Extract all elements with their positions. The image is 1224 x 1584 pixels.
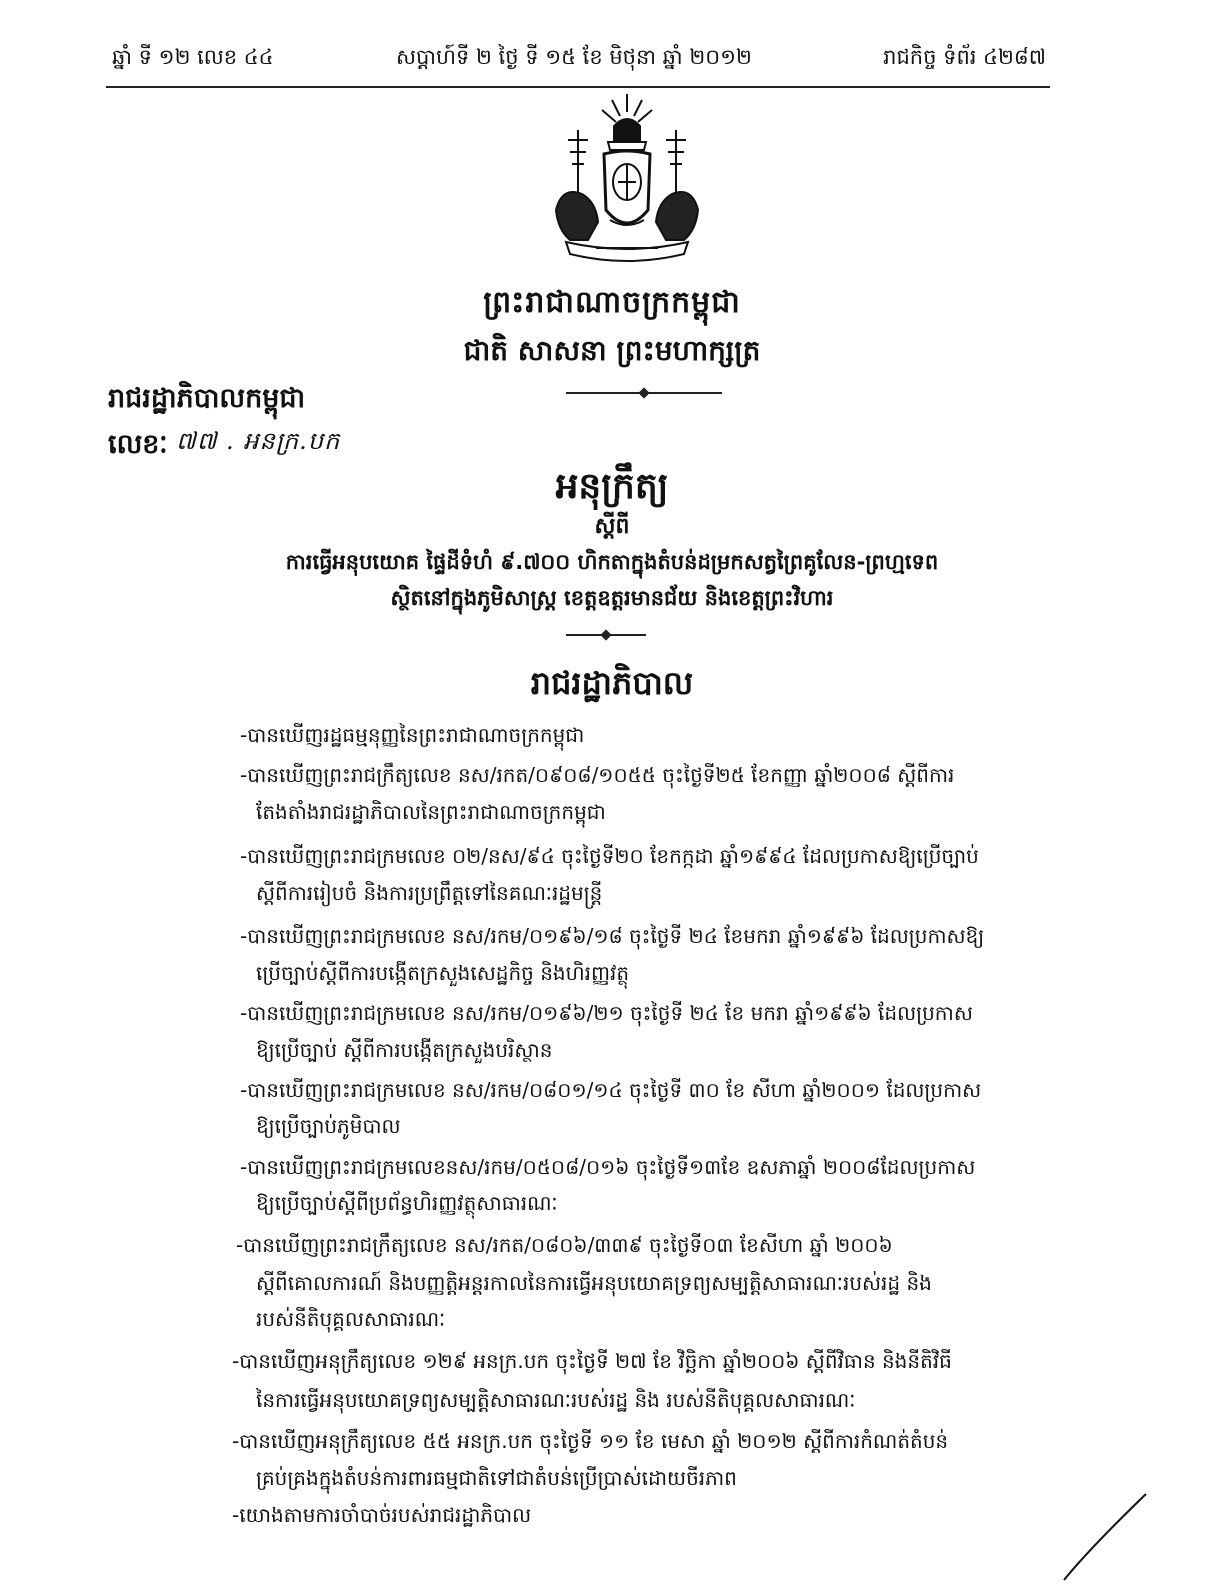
recital-line: -បានឃើញរដ្ឋធម្មនុញ្ញនៃព្រះរាជាណាចក្រកម្ពុជា [240,723,585,747]
recital-line: ឱ្យប្រើច្បាប់ស្តីពីប្រព័ន្ធហិរញ្ញវត្ថុសាធារណៈ [256,1191,558,1215]
recital-line: ឱ្យប្រើច្បាប់ភូមិបាល [256,1114,401,1138]
recital-line: -បានឃើញព្រះរាជក្រមលេខ នស/រកម/០៨០១/១៤ ចុះថ្ងៃទី ៣០ ខែ សីហា ឆ្នាំ២០០១ ដែលប្រកាស [240,1078,982,1102]
about-label: ស្តីពី [594,514,630,539]
national-motto: ជាតិ សាសនា ព្រះមហាក្សត្រ [463,334,761,367]
issuing-government: រាជរដ្ឋាភិបាលកម្ពុជា [108,383,306,414]
government-heading: រាជរដ្ឋាភិបាល [530,664,694,702]
gazette-page-number: រាជកិច្ច ទំព័រ ៤២៨៧ [883,45,1046,69]
recital-line: -បានឃើញអនុក្រឹត្យលេខ ៥៥ អនក្រ.បក ចុះថ្ងៃទី ១១ ខែ មេសា ឆ្នាំ ២០១២ ស្តីពីការកំណត់តំបន់ [232,1429,949,1453]
motto-divider [566,392,722,394]
recital-line: ប្រើច្បាប់ស្តីពីការបង្កើតក្រសួងសេដ្ឋកិច្ច និងហិរញ្ញវត្ថុ [256,961,630,985]
gazette-date: សប្តាហ៍ទី ២ ថ្ងៃ ទី ១៥ ខែ មិថុនា ឆ្នាំ ២០១២ [396,45,752,69]
signature-stroke-icon [1060,1488,1150,1584]
recital-line: ឱ្យប្រើច្បាប់ ស្តីពីការបង្កើតក្រសួងបរិស្ថាន [256,1038,553,1062]
recital-line: -បានឃើញព្រះរាជក្រឹត្យលេខ នស/រកត/០៩០៨/១០៥៥ ចុះថ្ងៃទី២៥ ខែកញ្ញា ឆ្នាំ២០០៨ ស្តីពីការ [240,763,955,787]
recital-line: ស្តីពីគោលការណ៍ និងបញ្ញត្តិអន្តរកាលនៃការធ្វើអនុបយោគទ្រព្យសម្បត្តិសាធារណៈរបស់រដ្ឋ និង [256,1271,932,1295]
subject-line-2: ស្ថិតនៅក្នុងភូមិសាស្ត្រ ខេត្តឧត្តរមានជ័យ និងខេត្តព្រះវិហារ [390,586,834,610]
recital-line: តែងតាំងរាជរដ្ឋាភិបាលនៃព្រះរាជាណាចក្រកម្ពុជា [256,800,606,824]
gazette-header [106,38,1050,88]
recital-line: នៃការធ្វើអនុបយោគទ្រព្យសម្បត្តិសាធារណៈរបស់រដ្ឋ និង របស់នីតិបុគ្គលសាធារណៈ [256,1388,856,1412]
recital-line: -យោងតាមការចាំបាច់របស់រាជរដ្ឋាភិបាល [232,1503,532,1527]
subject-divider [566,634,646,636]
reference-label: លេខៈ [108,429,168,460]
kingdom-title: ព្រះរាជាណាចក្រកម្ពុជា [483,285,741,320]
recital-line: -បានឃើញព្រះរាជក្រមលេខ នស/រកម/០១៩៦/១៨ ចុះថ្ងៃទី ២៤ ខែមករា ឆ្នាំ១៩៩៦ ដែលប្រកាសឱ្យ [240,924,985,948]
recital-line: ស្តីពីការរៀបចំ និងការប្រព្រឹត្តទៅនៃគណៈរដ្ឋមន្ត្រី [256,881,603,905]
royal-coat-of-arms-icon [548,90,706,270]
recital-line: គ្រប់គ្រងក្នុងតំបន់ការពារធម្មជាតិទៅជាតំបន់ប្រើប្រាស់ដោយចីរភាព [256,1466,737,1490]
gazette-year-issue: ឆ្នាំ ទី ១២ លេខ ៤៤ [112,45,274,69]
recital-line: -បានឃើញព្រះរាជក្រមលេខ ០២/នស/៩៤ ចុះថ្ងៃទី២០ ខែកក្កដា ឆ្នាំ១៩៩៤ ដែលប្រកាសឱ្យប្រើច្បាប់ [240,844,979,868]
recital-line: -បានឃើញព្រះរាជក្រមលេខនស/រកម/០៥០៨/០១៦ ចុះថ្ងៃទី១៣ខែ ឧសភាឆ្នាំ ២០០៨ដែលប្រកាស [240,1155,976,1179]
document-type-title: អនុក្រឹត្យ [555,466,669,507]
recital-line: -បានឃើញព្រះរាជក្រមលេខ នស/រកម/០១៩៦/២១ ចុះថ្ងៃទី ២៤ ខែ មករា ឆ្នាំ១៩៩៦ ដែលប្រកាស [240,1001,973,1025]
subject-line-1: ការធ្វើអនុបយោគ ផ្ទៃដីទំហំ ៩.៧០០ ហិកតាក្នុងតំបន់ដម្រកសត្វព្រៃគូលែន-ព្រហ្មទេព [285,550,939,574]
recital-line: របស់នីតិបុគ្គលសាធារណៈ [256,1307,446,1331]
recital-line: -បានឃើញអនុក្រឹត្យលេខ ១២៩ អនក្រ.បក ចុះថ្ងៃទី ២៧ ខែ វិច្ឆិកា ឆ្នាំ២០០៦ ស្តីពីវិធាន និងនីតិវិធី [232,1349,952,1373]
recital-line: -បានឃើញព្រះរាជក្រឹត្យលេខ នស/រកត/០៨០៦/៣៣៩ ចុះថ្ងៃទី០៣ ខែសីហា ឆ្នាំ ២០០៦ [236,1233,893,1257]
reference-number: ៧៧ . អនក្រ.បក [176,427,341,455]
